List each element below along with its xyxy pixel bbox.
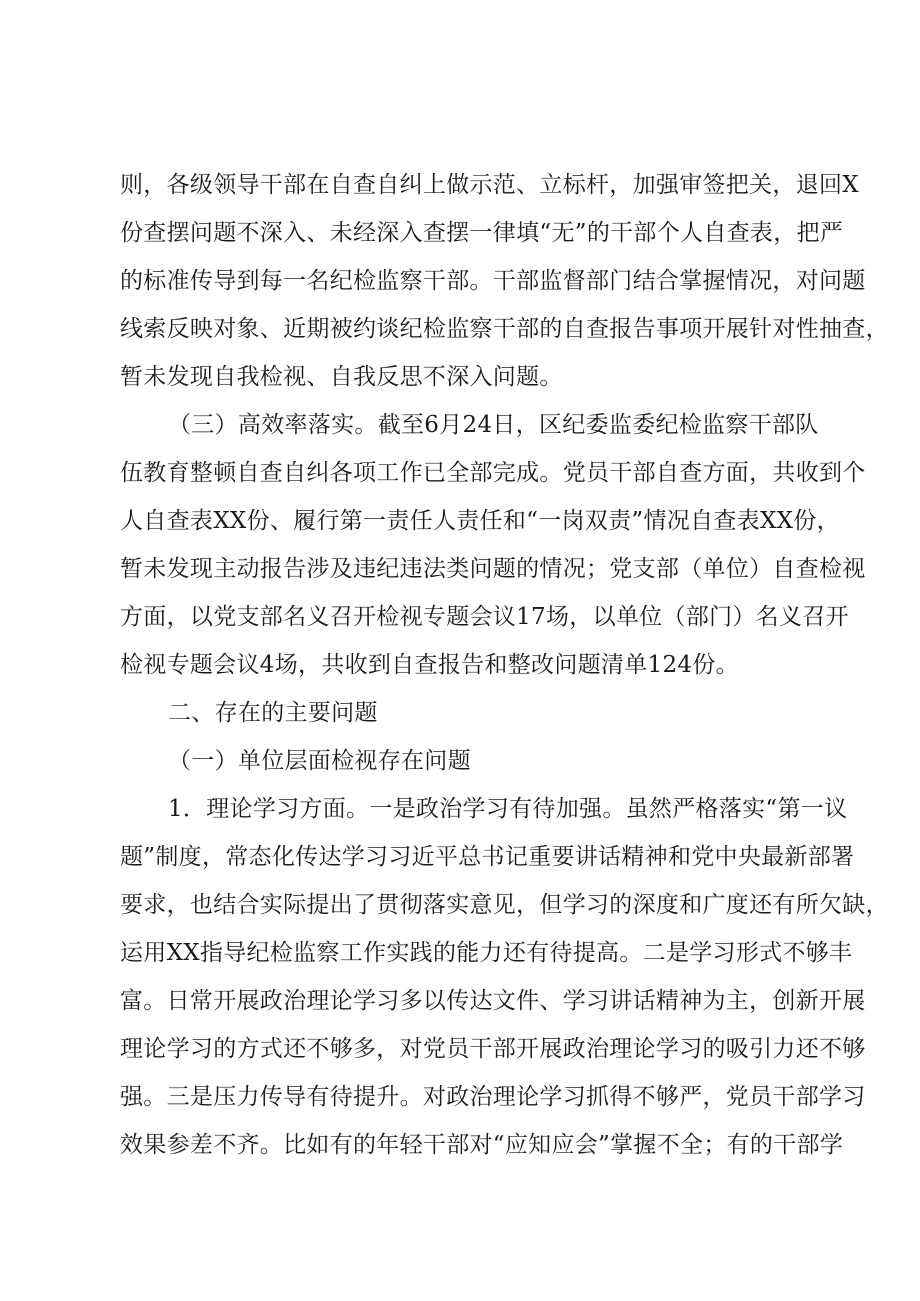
paragraph-1-line-5: 暂未发现自我检视、自我反思不深入问题。 [120, 364, 563, 390]
paragraph-2-line-4: 暂未发现主动报告涉及违纪违法类问题的情况；党支部（单位）自查检视 [120, 556, 866, 582]
paragraph-3-line-4: 运用XX指导纪检监察工作实践的能力还有待提高。二是学习形式不够丰 [120, 940, 853, 966]
paragraph-1-line-4: 线索反映对象、近期被约谈纪检监察干部的自查报告事项开展针对性抽查， [120, 316, 889, 342]
paragraph-2-line-5: 方面，以党支部名义召开检视专题会议17场，以单位（部门）名义召开 [120, 604, 849, 630]
paragraph-2-line-6: 检视专题会议4场，共收到自查报告和整改问题清单124份。 [120, 652, 739, 678]
paragraph-3-line-1: 1．理论学习方面。一是政治学习有待加强。虽然严格落实“第一议 [168, 796, 848, 822]
paragraph-2-line-3: 人自查表XX份、履行第一责任人责任和“一岗双责”情况自查表XX份， [120, 508, 840, 534]
subsection-heading: （一）单位层面检视存在问题 [168, 748, 471, 774]
paragraph-2-line-2: 伍教育整顿自查自纠各项工作已全部完成。党员干部自查方面，共收到个 [120, 460, 866, 486]
paragraph-3-line-3: 要求，也结合实际提出了贯彻落实意见，但学习的深度和广度还有所欠缺， [120, 892, 889, 918]
paragraph-1-line-3: 的标准传导到每一名纪检监察干部。干部监督部门结合掌握情况，对问题 [120, 268, 866, 294]
section-heading: 二、存在的主要问题 [168, 700, 378, 726]
paragraph-3-line-7: 强。三是压力传导有待提升。对政治理论学习抓得不够严，党员干部学习 [120, 1084, 866, 1110]
paragraph-3-line-8: 效果参差不齐。比如有的年轻干部对“应知应会”掌握不全；有的干部学 [120, 1132, 844, 1158]
paragraph-2-line-1: （三）高效率落实。截至6月24日，区纪委监委纪检监察干部队 [168, 412, 819, 438]
paragraph-3-line-6: 理论学习的方式还不够多，对党员干部开展政治理论学习的吸引力还不够 [120, 1036, 866, 1062]
paragraph-3-line-2: 题”制度，常态化传达学习习近平总书记重要讲话精神和党中央最新部署 [120, 844, 855, 870]
paragraph-1-line-1: 则，各级领导干部在自查自纠上做示范、立标杆，加强审签把关，退回X [120, 172, 859, 198]
paragraph-3-line-5: 富。日常开展政治理论学习多以传达文件、学习讲话精神为主，创新开展 [120, 988, 866, 1014]
paragraph-1-line-2: 份查摆问题不深入、未经深入查摆一律填“无”的干部个人自查表，把严 [120, 220, 844, 246]
